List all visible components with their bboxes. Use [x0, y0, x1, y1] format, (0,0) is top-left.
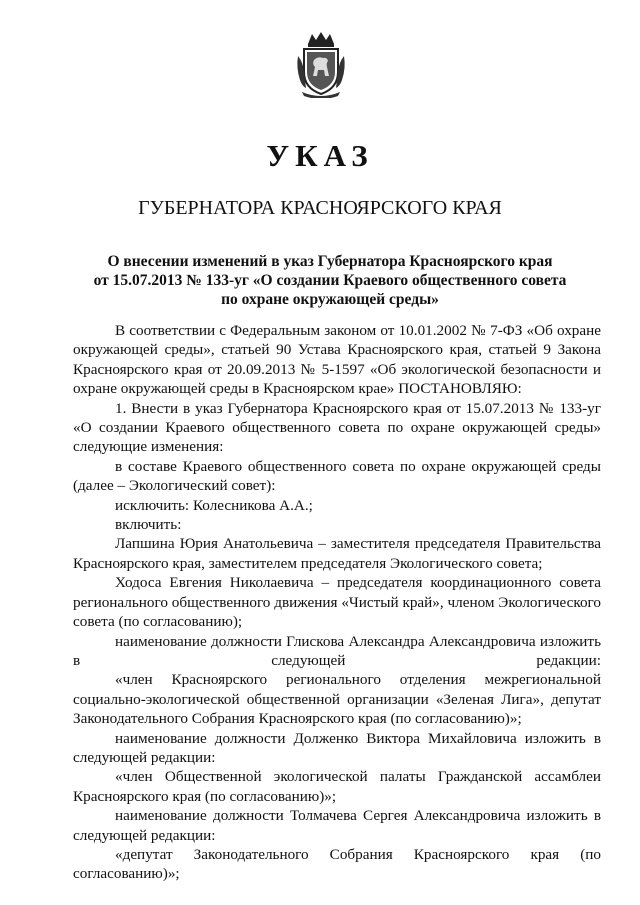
decree-body — [73, 321, 601, 884]
paragraph-gliskov-position: «член Красноярского регионального отделения межрегиональной социально-экологической общественной организации «Зеленая Лига», депутат Законодательного Собрания Красноярского края (по согласованию)»; — [73, 671, 601, 728]
paragraph-dolzhenko-position: «член Общественной экологической палаты Гражданской ассамблеи Красноярского края (по согласованию)»; — [73, 768, 601, 805]
paragraph-dolzhenko: наименование должности Долженко Виктора Михайловича изложить в следующей редакции: — [73, 729, 601, 766]
heading-line: по охране окружающей среды» — [221, 291, 439, 308]
paragraph-khodos: Ходоса Евгения Николаевича – председателя координационного совета регионального общественного движения «Чистый край», членом Экологического совета (по согласованию); — [73, 574, 601, 631]
paragraph-tolmachev: наименование должности Толмачева Сергея Александровича изложить в следующей редакции: — [73, 807, 601, 844]
decree-title: УКАЗ — [266, 138, 374, 173]
heading-line: О внесении изменений в указ Губернатора Красноярского края — [107, 253, 553, 270]
paragraph-lapshin: Лапшина Юрия Анатольевича – заместителя председателя Правительства Красноярского края, заместителем председателя Экологического совета; — [73, 535, 601, 572]
decree-heading — [60, 252, 600, 309]
paragraph-item-1: 1. Внести в указ Губернатора Красноярского края от 15.07.2013 № 133-уг «О создании Краевого общественного совета по охране окружающей среды» следующие изменения: — [73, 399, 601, 456]
heading-line: от 15.07.2013 № 133-уг «О создании Краевого общественного совета — [93, 272, 567, 289]
paragraph-council-composition: в составе Краевого общественного совета по охране окружающей среды (далее – Экологический совет): — [73, 457, 601, 495]
paragraph-preamble: В соответствии с Федеральным законом от 10.01.2002 № 7-ФЗ «Об охране окружающей среды», статьей 90 Устава Красноярского края, статьей 9 Закона Красноярского края от 20.09.2013 № 5-1597 «Об экологической безопасности и охране окружающей среды в Красноярском крае» ПОСТАНОВЛЯЮ: — [73, 322, 601, 398]
paragraph-tolmachev-position: «депутат Законодательного Собрания Красноярского края (по согласованию)»; — [73, 845, 601, 883]
coat-of-arms-emblem — [294, 30, 348, 98]
issuer-subtitle: ГУБЕРНАТОРА КРАСНОЯРСКОГО КРАЯ — [138, 197, 502, 219]
paragraph-include: включить: — [115, 516, 182, 534]
paragraph-gliskov: наименование должности Глискова Александра Александровича изложить в следующей редакции: — [73, 632, 601, 669]
paragraph-exclude: исключить: Колесникова А.А.; — [115, 496, 313, 514]
